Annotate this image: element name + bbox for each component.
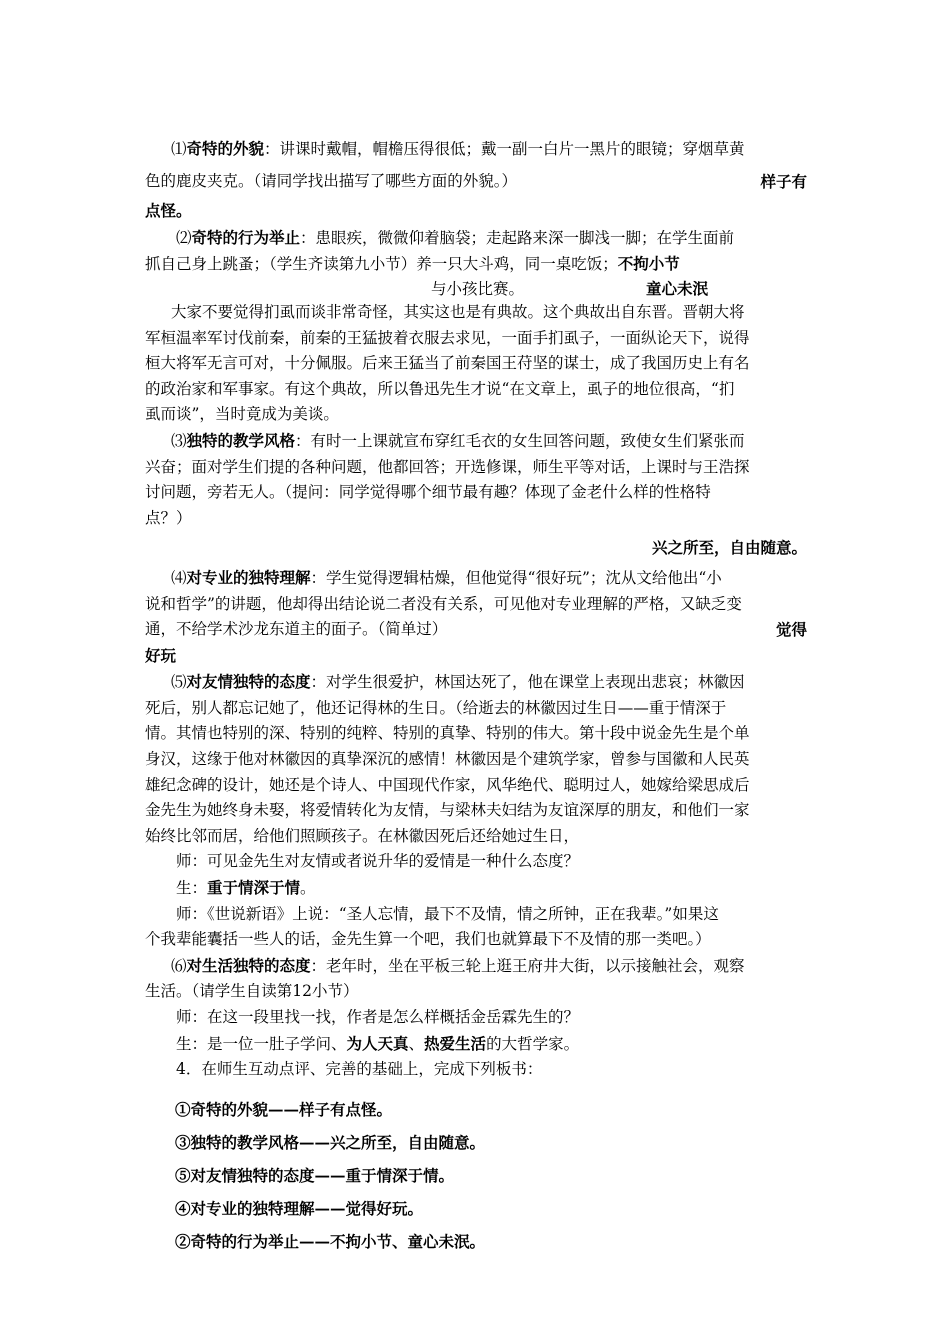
- document-body: [145, 136, 807, 1264]
- board-item: ①奇特的外貌——样子有点怪。: [175, 1099, 393, 1119]
- item-number: ⑶: [171, 431, 187, 450]
- margin-note: 好玩: [145, 645, 177, 665]
- margin-note-cont: [145, 643, 807, 670]
- paragraph-text: 与小孩比赛。: [431, 279, 525, 298]
- board-item: ③独特的教学风格——兴之所至，自由随意。: [175, 1132, 486, 1152]
- allusion-line: 大家不要觉得扪虱而谈非常奇怪，其实这也是有典故。这个典故出自东晋。晋朝大将: [171, 302, 745, 321]
- student-line: [145, 1031, 807, 1058]
- teacher-line: 师：《世说新语》上说：“圣人忘情，最下不及情，情之所钟，正在我辈。”如果这: [176, 904, 719, 923]
- allusion-line: 的政治家和军事家。有这个典故，所以鲁迅先生才说“在文章上，虱子的地位很高，“扪: [145, 379, 735, 398]
- paragraph-text: 雄纪念碑的设计，她还是个诗人、中国现代作家，风华绝代、聪明过人，她嫁给梁思成后: [145, 775, 750, 794]
- item-number: ⑸: [171, 673, 187, 692]
- paragraph-text: ：患眼疾，微微仰着脑袋；走起路来深一脚浅一脚；在学生面前: [300, 228, 735, 247]
- paragraph-text: 生活。（请学生自读第12小节）: [145, 982, 359, 1001]
- paragraph-teaching-style: [145, 428, 807, 455]
- margin-note: 点怪。: [145, 201, 192, 221]
- paragraph-text: ：有时一上课就宣布穿红毛衣的女生回答问题，致使女生们紧张而: [295, 431, 745, 450]
- student-answer: 重于情深于情: [207, 878, 301, 898]
- margin-note: 不拘小节: [617, 254, 680, 274]
- board-item: ④对专业的独特理解——觉得好玩。: [175, 1198, 424, 1218]
- paragraph-text: 生：是一位一肚子学问、: [176, 1034, 347, 1053]
- paragraph-friendship: [145, 669, 807, 696]
- paragraph-text: 金先生为她终身未娶，将爱情转化为友情，与梁林夫妇结为友谊深厚的朋友，和他们一家: [145, 801, 750, 820]
- paragraph-text: ：学生觉得逻辑枯燥，但他觉得“很好玩”；沈从文给他出“小: [310, 568, 722, 587]
- board-item: ⑤对友情独特的态度——重于情深于情。: [175, 1165, 455, 1185]
- speaker-label: 生：: [176, 879, 208, 898]
- teacher-line-cont: 个我辈能囊括一些人的话，金先生算一个吧，我们也就算最下不及情的那一类吧。）: [145, 930, 711, 949]
- paragraph-appearance-cont: [145, 169, 807, 195]
- item-heading: 奇特的外貌: [186, 139, 265, 158]
- paragraph-behavior: [145, 225, 807, 252]
- board-item: ②奇特的行为举止——不拘小节、童心未泯。: [175, 1231, 486, 1251]
- margin-note-cont: [145, 198, 807, 225]
- item-number: ⑴: [171, 140, 187, 158]
- paragraph-text: 兴奋；面对学生们提的各种问题，他都回答；开选修课，师生平等对话，上课时与王浩探: [145, 457, 750, 476]
- student-answer: 为人天真: [346, 1033, 409, 1053]
- punctuation: 、: [408, 1034, 425, 1053]
- allusion-line: 虱而谈”，当时竟成为美谈。: [145, 405, 339, 424]
- punctuation: 。: [300, 879, 316, 898]
- paragraph-text: 讨问题，旁若无人。（提问：同学觉得哪个细节最有趣？体现了金老什么样的性格特: [145, 483, 711, 502]
- paragraph-text: 点？）: [145, 508, 192, 527]
- paragraph-text: 说和哲学”的讲题，他却得出结论说二者没有关系，可见他对专业理解的严格，又缺乏变: [145, 594, 742, 613]
- item-number: ⑹: [171, 956, 187, 975]
- item-heading: 对友情独特的态度: [186, 672, 311, 692]
- item-number: ⑵: [176, 228, 192, 247]
- paragraph-appearance: [145, 136, 807, 163]
- margin-note: 童心未泯: [646, 278, 709, 298]
- margin-note: 样子有: [760, 171, 807, 191]
- paragraph-life: [145, 953, 807, 980]
- paragraph-behavior-end: [145, 278, 807, 300]
- paragraph-specialty: [145, 565, 807, 592]
- paragraph-behavior-cont: [145, 251, 807, 278]
- paragraph-text: ：讲课时戴帽，帽檐压得很低；戴一副一白片一黑片的眼镜；穿烟草黄: [264, 140, 745, 158]
- student-answer: 热爱生活: [424, 1033, 487, 1053]
- step-four: 4．在师生互动点评、完善的基础上，完成下列板书：: [176, 1060, 543, 1079]
- margin-note: 觉得: [775, 620, 807, 640]
- item-heading: 奇特的行为举止: [191, 227, 301, 247]
- paragraph-text: 始终比邻而居，给他们照顾孩子。在林徽因死后还给她过生日，: [145, 826, 580, 845]
- paragraph-text: 的大哲学家。: [486, 1034, 580, 1053]
- paragraph-text: ：对学生很爱护，林国达死了，他在课堂上表现出悲哀；林徽因: [310, 673, 745, 692]
- item-heading: 独特的教学风格: [186, 430, 296, 450]
- paragraph-specialty-cont: [145, 617, 807, 643]
- paragraph-text: 死后，别人都忘记她了，他还记得林的生日。（给逝去的林徽因过生日——重于情深于: [145, 698, 727, 717]
- teacher-line: 师：在这一段里找一找，作者是怎么样概括金岳霖先生的？: [176, 1008, 580, 1026]
- student-line: [145, 875, 807, 902]
- margin-note: 兴之所至，自由随意。: [651, 538, 807, 558]
- paragraph-text: 通，不给学术沙龙东道主的面子。（简单过）: [145, 620, 448, 639]
- paragraph-text: 色的鹿皮夹克。（请同学找出描写了哪些方面的外貌。）: [145, 171, 518, 190]
- paragraph-text: 情。其情也特别的深、特别的纯粹、特别的真挚、特别的伟大。第十段中说金先生是个单: [145, 724, 750, 743]
- paragraph-text: ：老年时，坐在平板三轮上逛王府井大街，以示接触社会，观察: [310, 956, 745, 975]
- teacher-line: 师：可见金先生对友情或者说升华的爱情是一种什么态度？: [176, 852, 580, 871]
- item-heading: 对生活独特的态度: [186, 955, 311, 975]
- blackboard-summary: [145, 1099, 807, 1253]
- paragraph-text: 身汉，这缘于他对林徽因的真挚深沉的感情！林徽因是个建筑学家，曾参与国徽和人民英: [145, 750, 750, 769]
- allusion-line: 军桓温率军讨伐前秦，前秦的王猛披着衣服去求见，一面手扪虱子，一面纵论天下，说得: [145, 328, 750, 347]
- item-number: ⑷: [171, 568, 187, 587]
- item-heading: 对专业的独特理解: [186, 567, 311, 587]
- paragraph-text: 抓自己身上跳蚤；（学生齐读第九小节）养一只大斗鸡，同一桌吃饭；: [145, 255, 618, 274]
- allusion-line: 桓大将军无言可对，十分佩服。后来王猛当了前秦国王苻坚的谋士，成了我国历史上有名: [145, 354, 750, 373]
